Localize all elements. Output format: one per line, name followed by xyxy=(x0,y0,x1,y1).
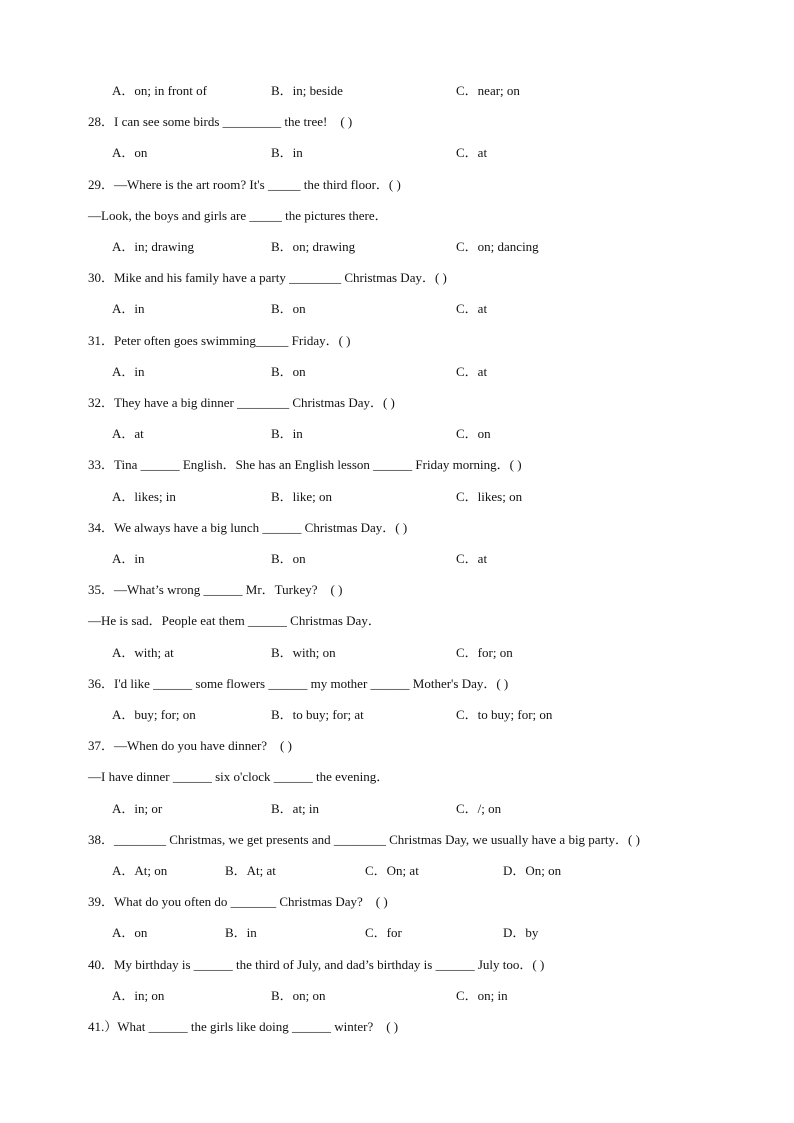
answer-option: A．in xyxy=(112,363,145,379)
question-stem xyxy=(0,955,794,975)
dialogue-text: —He is sad．People eat them ______ Christmas Day． xyxy=(88,613,381,629)
question-dialogue-line xyxy=(0,767,794,787)
question-stem xyxy=(0,268,794,288)
question-text: 32．They have a big dinner ________ Christmas Day．( ) xyxy=(88,395,395,410)
question-text: 35．—What’s wrong ______ Mr．Turkey? ( ) xyxy=(88,582,343,598)
answer-options-row xyxy=(0,81,794,101)
question-text: 28．I can see some birds _________ the tree! ( ) xyxy=(88,114,353,130)
answer-option: A．buy; for; on xyxy=(112,707,196,722)
answer-option: B．on xyxy=(271,551,306,566)
answer-option: C．on; in xyxy=(456,987,508,1003)
answer-option: C．to buy; for; on xyxy=(456,707,553,722)
answer-option: A．in; or xyxy=(112,800,163,816)
answer-option: C．for; on xyxy=(456,644,513,660)
answer-options-row xyxy=(0,986,794,1006)
answer-option: D．On; on xyxy=(503,863,562,878)
answer-option: A．on; in front of xyxy=(112,83,207,98)
answer-option: C．near; on xyxy=(456,83,520,98)
answer-options-row xyxy=(0,705,794,725)
answer-option: B．in xyxy=(271,145,303,161)
answer-option: B．on; drawing xyxy=(271,239,356,254)
answer-option: A．on xyxy=(112,925,148,941)
question-stem xyxy=(0,736,794,756)
answer-option: C．/; on xyxy=(456,800,502,816)
answer-options-row xyxy=(0,143,794,163)
question-stem xyxy=(0,580,794,600)
question-stem xyxy=(0,112,794,132)
answer-option: A．in; drawing xyxy=(112,239,194,254)
question-text: 36．I'd like ______ some flowers ______ my mother ______ Mother's Day．( ) xyxy=(88,675,509,691)
answer-option: B．At; at xyxy=(225,863,276,878)
question-text: 33．Tina ______ English．She has an English lesson ______ Friday morning．( ) xyxy=(88,457,522,473)
question-stem xyxy=(0,175,794,195)
question-stem xyxy=(0,674,794,694)
answer-option: A．on xyxy=(112,145,148,161)
answer-options-row xyxy=(0,861,794,881)
answer-option: D．by xyxy=(503,925,539,941)
answer-options-row xyxy=(0,549,794,569)
answer-option: A．in xyxy=(112,551,145,566)
question-text: 31．Peter often goes swimming_____ Friday．( ) xyxy=(88,332,351,348)
answer-option: C．on xyxy=(456,426,491,442)
answer-option: A．in; on xyxy=(112,987,165,1003)
answer-option: B．in xyxy=(225,925,257,941)
answer-option: C．at xyxy=(456,145,488,161)
question-text: 40．My birthday is ______ the third of July, and dad’s birthday is ______ July too．( ) xyxy=(88,956,545,972)
answer-option: B．in; beside xyxy=(271,83,343,98)
question-stem xyxy=(0,455,794,475)
dialogue-text: —Look, the boys and girls are _____ the pictures there． xyxy=(88,207,388,223)
answer-options-row xyxy=(0,237,794,257)
answer-option: A．at xyxy=(112,426,144,442)
answer-option: C．likes; on xyxy=(456,488,523,504)
answer-option: C．at xyxy=(456,551,488,566)
question-stem xyxy=(0,830,794,850)
answer-option: B．to buy; for; at xyxy=(271,707,364,722)
answer-option: B．like; on xyxy=(271,488,333,504)
question-stem xyxy=(0,331,794,351)
question-dialogue-line xyxy=(0,611,794,631)
answer-option: A．with; at xyxy=(112,644,174,660)
question-text: 41.）What ______ the girls like doing ______ winter? ( ) xyxy=(88,1019,399,1034)
answer-option: C．for xyxy=(365,925,402,941)
answer-option: A．in xyxy=(112,301,145,317)
answer-option: B．on xyxy=(271,363,306,379)
question-stem xyxy=(0,892,794,912)
answer-options-row xyxy=(0,799,794,819)
dialogue-text: —I have dinner ______ six o'clock ______ the evening． xyxy=(88,769,390,785)
answer-options-row xyxy=(0,362,794,382)
answer-option: C．at xyxy=(456,301,488,317)
question-stem xyxy=(0,393,794,413)
answer-option: C．on; dancing xyxy=(456,239,539,254)
question-text: 37．—When do you have dinner? ( ) xyxy=(88,738,292,754)
answer-option: A．At; on xyxy=(112,863,168,878)
answer-options-row xyxy=(0,487,794,507)
answer-options-row xyxy=(0,299,794,319)
answer-option: B．at; in xyxy=(271,800,320,816)
question-dialogue-line xyxy=(0,206,794,226)
question-text: 38．________ Christmas, we get presents and ________ Christmas Day, we usually have a big party．( ) xyxy=(88,831,640,847)
answer-options-row xyxy=(0,643,794,663)
question-text: 30．Mike and his family have a party ________ Christmas Day．( ) xyxy=(88,270,447,286)
question-text: 29．—Where is the art room? It's _____ the third floor．( ) xyxy=(88,176,401,192)
answer-option: A．likes; in xyxy=(112,488,176,504)
question-text: 39．What do you often do _______ Christmas Day? ( ) xyxy=(88,894,388,910)
question-text: 34．We always have a big lunch ______ Christmas Day．( ) xyxy=(88,519,408,535)
answer-option: B．on; on xyxy=(271,987,326,1003)
answer-options-row xyxy=(0,923,794,943)
answer-options-row xyxy=(0,424,794,444)
answer-option: C．On; at xyxy=(365,863,419,878)
question-stem xyxy=(0,1017,794,1037)
question-stem xyxy=(0,518,794,538)
answer-option: B．with; on xyxy=(271,644,336,660)
answer-option: B．on xyxy=(271,301,306,317)
answer-option: B．in xyxy=(271,426,303,442)
answer-option: C．at xyxy=(456,363,488,379)
